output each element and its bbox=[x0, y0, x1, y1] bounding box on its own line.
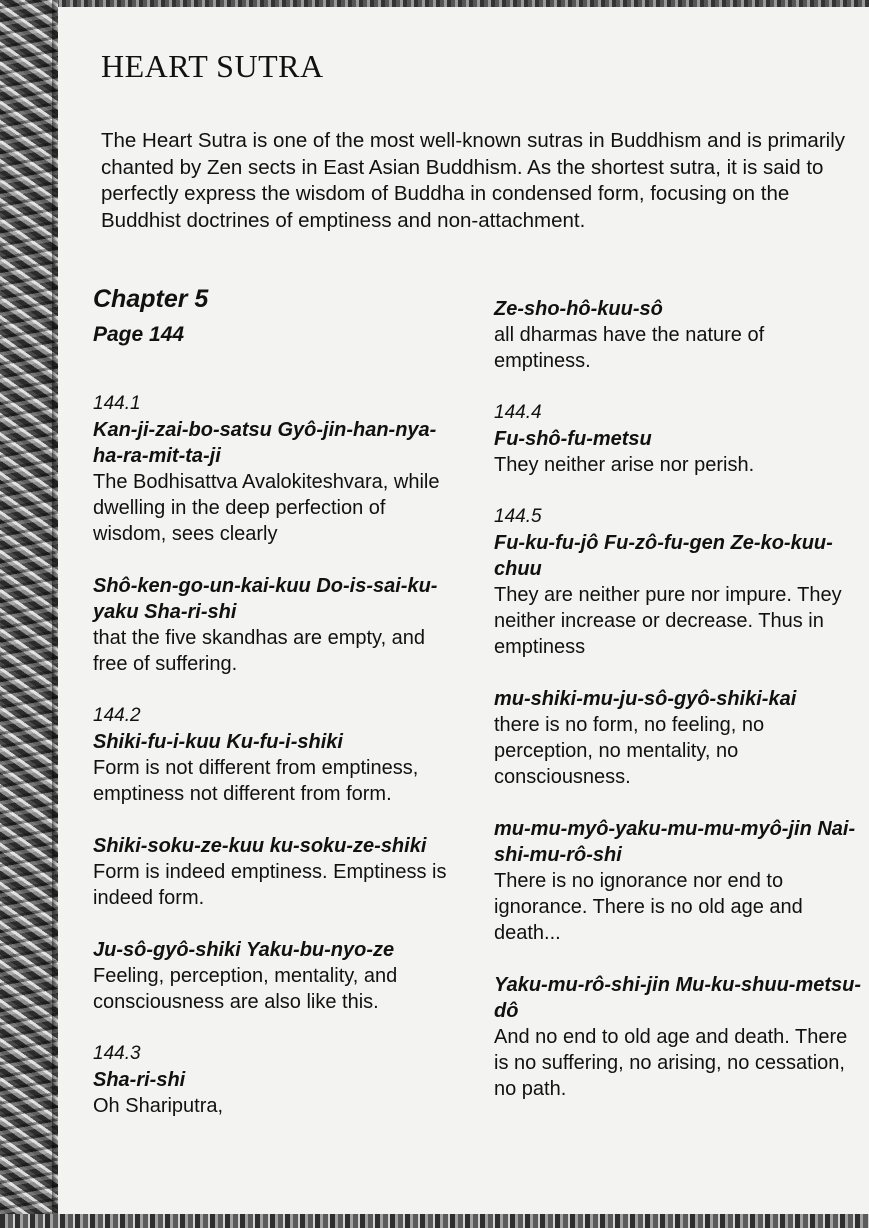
verse-block bbox=[494, 504, 864, 660]
page-border-left bbox=[0, 0, 58, 1228]
verse-romaji: Fu-shô-fu-metsu bbox=[494, 428, 652, 450]
verse-translation: there is no form, no feeling, no perception, no mentality, no consciousness. bbox=[494, 714, 765, 788]
verse-translation: Form is indeed emptiness. Emptiness is indeed form. bbox=[93, 861, 447, 909]
verse-romaji: Fu-ku-fu-jô Fu-zô-fu-gen Ze-ko-kuu-chuu bbox=[494, 532, 833, 580]
verse-romaji: Ze-sho-hô-kuu-sô bbox=[494, 298, 663, 320]
verse-translation: Form is not different from emptiness, emptiness not different from form. bbox=[93, 757, 419, 805]
page-title: HEART SUTRA bbox=[101, 48, 324, 84]
page-border-top bbox=[0, 0, 869, 7]
right-column bbox=[494, 296, 864, 1102]
verse-ref: 144.1 bbox=[93, 393, 141, 414]
page-border-bottom bbox=[0, 1214, 869, 1228]
verse-translation: Oh Shariputra, bbox=[93, 1095, 224, 1117]
verse-translation: Feeling, perception, mentality, and consciousness are also like this. bbox=[93, 965, 398, 1013]
verse-block bbox=[93, 1041, 463, 1119]
verse-romaji: Ju-sô-gyô-shiki Yaku-bu-nyo-ze bbox=[93, 939, 395, 961]
intro-paragraph: The Heart Sutra is one of the most well-known sutras in Buddhism and is primarily chanted by Zen sects in East Asian Buddhism. As the shortest sutra, it is said to perfectly express the wisdom of Buddha in condensed form, focusing on the Buddhist doctrines of emptiness and non-attachment. bbox=[101, 129, 846, 232]
verse-translation: They are neither pure nor impure. They neither increase or decrease. Thus in emptiness bbox=[494, 584, 842, 658]
verse-translation: all dharmas have the nature of emptiness. bbox=[494, 324, 765, 372]
verse-block bbox=[494, 296, 864, 374]
verse-romaji: Shiki-fu-i-kuu Ku-fu-i-shiki bbox=[93, 731, 343, 753]
verse-block bbox=[93, 937, 463, 1015]
page-heading: Page 144 bbox=[93, 323, 185, 346]
verse-ref: 144.5 bbox=[494, 506, 542, 527]
chapter-heading: Chapter 5 bbox=[93, 285, 209, 313]
verse-ref: 144.4 bbox=[494, 402, 542, 423]
verse-block bbox=[494, 816, 864, 946]
verse-translation: They neither arise nor perish. bbox=[494, 454, 755, 476]
verse-block bbox=[494, 972, 864, 1102]
verse-romaji: mu-mu-myô-yaku-mu-mu-myô-jin Nai-shi-mu-rô-shi bbox=[494, 818, 856, 866]
verse-translation: The Bodhisattva Avalokiteshvara, while dwelling in the deep perfection of wisdom, sees clearly bbox=[93, 471, 440, 545]
verse-ref: 144.3 bbox=[93, 1043, 141, 1064]
verse-translation: There is no ignorance nor end to ignorance. There is no old age and death... bbox=[494, 870, 803, 944]
verse-block bbox=[93, 573, 463, 677]
verse-ref: 144.2 bbox=[93, 705, 141, 726]
verse-translation: that the five skandhas are empty, and free of suffering. bbox=[93, 627, 426, 675]
verse-block bbox=[494, 686, 864, 790]
verse-romaji: Shô-ken-go-un-kai-kuu Do-is-sai-ku-yaku Sha-ri-shi bbox=[93, 575, 438, 623]
verse-romaji: Sha-ri-shi bbox=[93, 1069, 186, 1091]
verse-romaji: Shiki-soku-ze-kuu ku-soku-ze-shiki bbox=[93, 835, 427, 857]
verse-romaji: mu-shiki-mu-ju-sô-gyô-shiki-kai bbox=[494, 688, 797, 710]
verse-romaji: Yaku-mu-rô-shi-jin Mu-ku-shuu-metsu-dô bbox=[494, 974, 862, 1022]
verse-block bbox=[93, 703, 463, 807]
left-column bbox=[93, 282, 463, 1119]
verse-block bbox=[494, 400, 864, 478]
verse-block bbox=[93, 833, 463, 911]
verse-translation: And no end to old age and death. There is no suffering, no arising, no cessation, no path. bbox=[494, 1026, 848, 1100]
verse-romaji: Kan-ji-zai-bo-satsu Gyô-jin-han-nya-ha-ra-mit-ta-ji bbox=[93, 419, 437, 467]
verse-block bbox=[93, 391, 463, 547]
